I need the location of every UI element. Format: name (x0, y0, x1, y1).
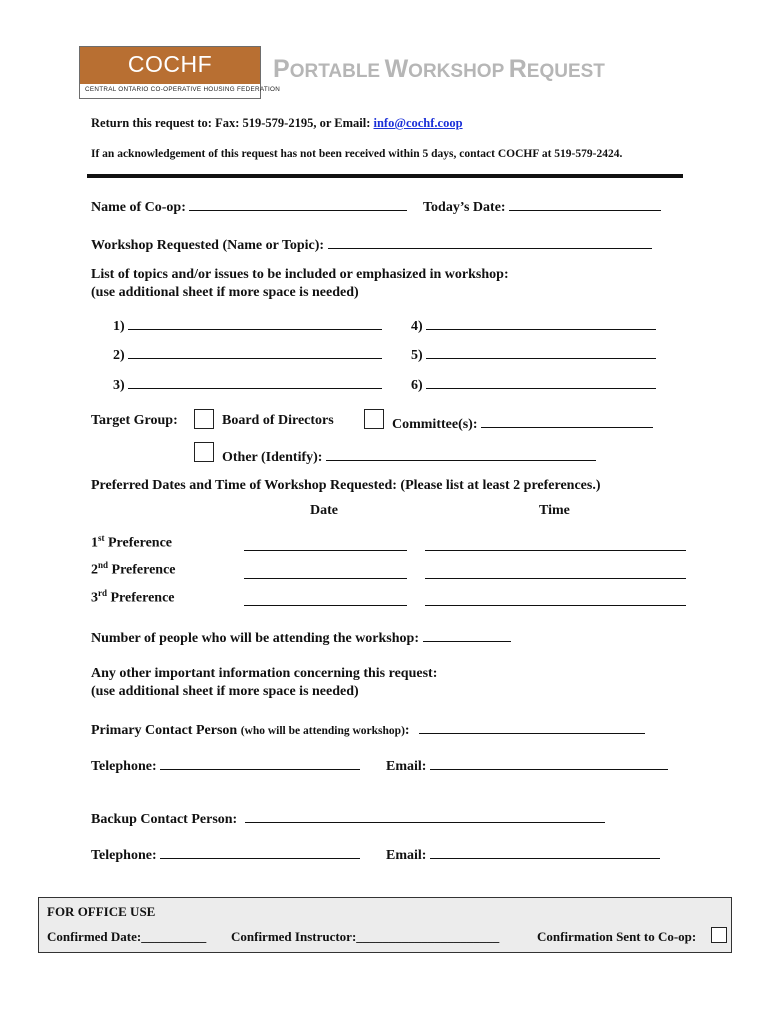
todays-date-field[interactable] (509, 196, 661, 211)
preference-text: Preference (111, 562, 176, 578)
return-instructions (91, 116, 463, 131)
preference-2-label (91, 560, 176, 579)
num-people-label: Number of people who will be attending the workshop: (91, 631, 419, 646)
todays-date-label: Today’s Date: (423, 200, 506, 215)
logo-subtitle: CENTRAL ONTARIO CO-OPERATIVE HOUSING FEDERATION (85, 86, 281, 93)
backup-telephone-row (91, 844, 360, 864)
topics-note: (use additional sheet if more space is needed) (91, 285, 359, 300)
preference-text: Preference (108, 535, 172, 551)
topic-4-row (411, 315, 656, 335)
primary-email-row (386, 755, 668, 775)
return-text: Return this request to: Fax: 519-579-2195, or Email: (91, 116, 374, 130)
preference-1-time-field[interactable] (425, 536, 686, 551)
title-word-3: EQUEST (526, 61, 605, 82)
cochf-logo (79, 46, 281, 99)
committee-row (392, 413, 653, 433)
topic-3-field[interactable] (128, 374, 382, 389)
num-people-field[interactable] (423, 627, 511, 642)
topic-6-row (411, 374, 656, 394)
todays-date-row (423, 196, 661, 216)
preference-text: Preference (110, 590, 175, 606)
form-title (273, 55, 605, 84)
topic-6-field[interactable] (426, 374, 656, 389)
workshop-requested-field[interactable] (328, 234, 652, 249)
topic-number: 2) (113, 348, 125, 363)
primary-telephone-field[interactable] (160, 755, 360, 770)
telephone-label: Telephone: (91, 848, 157, 863)
telephone-label: Telephone: (91, 759, 157, 774)
workshop-requested-row (91, 234, 652, 254)
topic-3-row (113, 374, 382, 394)
coop-name-row (91, 196, 407, 216)
primary-contact-colon: : (404, 723, 410, 738)
committee-checkbox[interactable] (364, 409, 384, 429)
preference-suffix: st (98, 533, 105, 543)
primary-contact-row (91, 719, 645, 739)
preference-1-date-field[interactable] (244, 536, 407, 551)
confirmed-instructor: Confirmed Instructor:______________________ (231, 929, 500, 944)
logo-band (80, 47, 260, 84)
header-divider (87, 174, 683, 178)
backup-contact-label: Backup Contact Person: (91, 812, 238, 827)
title-initial-3: R (508, 55, 527, 83)
primary-contact-note: (who will be attending workshop) (240, 725, 405, 737)
preference-1-label (91, 533, 172, 552)
backup-contact-field[interactable] (245, 808, 605, 823)
coop-name-label: Name of Co-op: (91, 200, 186, 215)
office-use-heading: FOR OFFICE USE (47, 904, 156, 919)
email-label: Email: (386, 848, 427, 863)
backup-contact-row (91, 808, 605, 828)
email-label: Email: (386, 759, 427, 774)
primary-email-field[interactable] (430, 755, 668, 770)
num-people-row (91, 627, 511, 647)
other-info-label: Any other important information concerning this request: (91, 666, 438, 681)
committee-field[interactable] (481, 413, 653, 428)
other-label: Other (Identify): (222, 450, 323, 465)
title-word-2: ORKSHOP (408, 61, 505, 82)
preference-number: 2 (91, 562, 98, 578)
target-group-label: Target Group: (91, 413, 178, 428)
topic-1-row (113, 315, 382, 335)
topic-1-field[interactable] (128, 315, 382, 330)
logo-name: COCHF (127, 51, 213, 77)
backup-email-row (386, 844, 660, 864)
time-column-header: Time (539, 503, 570, 518)
topic-5-field[interactable] (426, 344, 656, 359)
preference-suffix: rd (98, 588, 107, 598)
committee-label: Committee(s): (392, 417, 478, 432)
board-checkbox[interactable] (194, 409, 214, 429)
preferred-dates-label: Preferred Dates and Time of Workshop Requested: (Please list at least 2 preferences.) (91, 478, 601, 493)
preference-suffix: nd (98, 560, 109, 570)
other-info-note: (use additional sheet if more space is needed) (91, 684, 359, 699)
coop-name-field[interactable] (189, 196, 407, 211)
board-label: Board of Directors (222, 413, 334, 428)
backup-email-field[interactable] (430, 844, 660, 859)
email-link[interactable]: info@cochf.coop (373, 116, 463, 130)
preference-2-time-field[interactable] (425, 564, 686, 579)
topic-5-row (411, 344, 656, 364)
other-row (222, 446, 596, 466)
confirmation-sent-checkbox[interactable] (711, 927, 727, 943)
topic-number: 1) (113, 319, 125, 334)
office-use-box (38, 897, 732, 953)
topic-2-row (113, 344, 382, 364)
topic-number: 5) (411, 348, 423, 363)
topic-number: 3) (113, 378, 125, 393)
preference-3-label (91, 588, 175, 607)
primary-telephone-row (91, 755, 360, 775)
acknowledgement-note: If an acknowledgement of this request has not been received within 5 days, contact COCHF at 519-579-2424. (91, 148, 623, 160)
preference-number: 3 (91, 590, 98, 606)
primary-contact-field[interactable] (419, 719, 645, 734)
preference-3-date-field[interactable] (244, 591, 407, 606)
preference-2-date-field[interactable] (244, 564, 407, 579)
topic-number: 6) (411, 378, 423, 393)
confirmation-sent-label: Confirmation Sent to Co-op: (537, 929, 697, 944)
primary-contact-label: Primary Contact Person (91, 723, 238, 738)
workshop-requested-label: Workshop Requested (Name or Topic): (91, 238, 325, 253)
date-column-header: Date (310, 503, 338, 518)
title-word-1: ORTABLE (289, 61, 381, 82)
topics-instruction: List of topics and/or issues to be included or emphasized in workshop: (91, 267, 509, 282)
other-field[interactable] (326, 446, 596, 461)
confirmed-date: Confirmed Date:__________ (47, 929, 207, 944)
title-initial-1: P (273, 55, 290, 83)
topic-4-field[interactable] (426, 315, 656, 330)
preference-number: 1 (91, 535, 98, 551)
topic-2-field[interactable] (128, 344, 382, 359)
preference-3-time-field[interactable] (425, 591, 686, 606)
topic-number: 4) (411, 319, 423, 334)
title-initial-2: W (384, 55, 409, 83)
other-checkbox[interactable] (194, 442, 214, 462)
backup-telephone-field[interactable] (160, 844, 360, 859)
